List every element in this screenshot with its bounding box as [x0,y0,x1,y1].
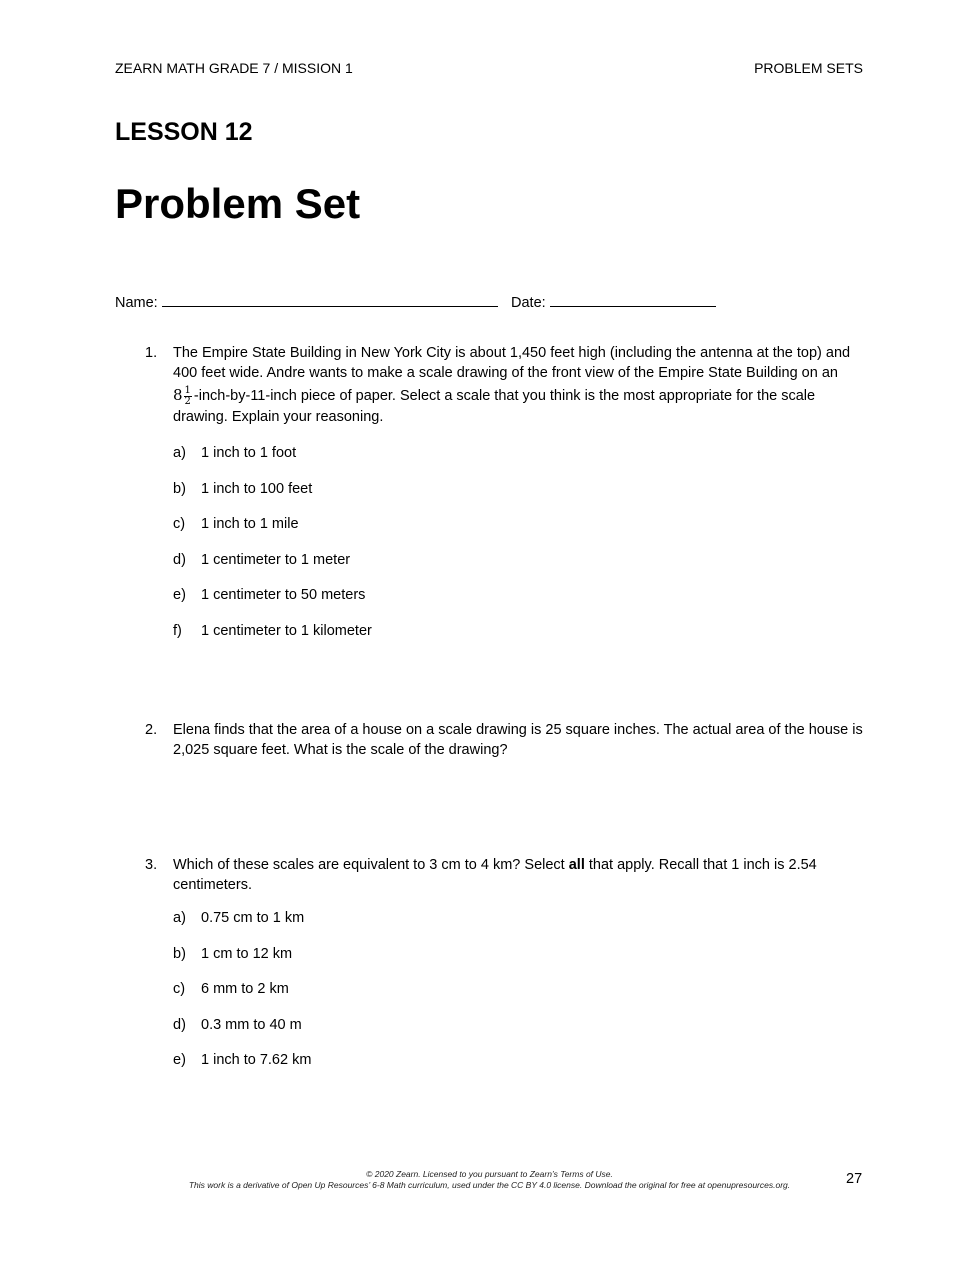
question-1-line-3-text: -inch-by-11-inch piece of paper. Select a scale that you think is the most appropriate for the scale [193,388,816,404]
question-1-line-1: The Empire State Building in New York City is about 1,450 feet high (including the antenna at the top) and [173,345,851,361]
name-label: Name: [115,295,158,311]
header-left: ZEARN MATH GRADE 7 / MISSION 1 [115,60,353,76]
q1-option-text: 1 centimeter to 50 meters [201,587,366,603]
q3-option-letter: a) [173,910,186,926]
question-1-text [173,343,863,427]
question-2-line-2: 2,025 square feet. What is the scale of the drawing? [173,742,508,758]
q3-option-text: 1 cm to 12 km [201,946,293,962]
question-1-number: 1. [145,345,158,361]
question-3-number: 3. [145,857,158,873]
q1-option-letter: b) [173,481,186,497]
mixed-number-whole: 8 [173,386,183,404]
question-1-line-3 [173,385,863,407]
q3-option-text: 6 mm to 2 km [201,981,289,997]
question-2-text [173,720,863,760]
footer [0,1169,979,1191]
question-3-line-2: centimeters. [173,877,252,893]
footer-copyright: © 2020 Zearn. Licensed to you pursuant to Zearn’s Terms of Use. [366,1169,613,1179]
q1-option-text: 1 inch to 1 foot [201,445,297,461]
question-3-text-pre: Which of these scales are equivalent to 3 cm to 4 km? Select [173,857,569,873]
q1-option-letter: e) [173,587,186,603]
q1-option-letter: c) [173,516,186,532]
q3-option-letter: d) [173,1017,186,1033]
fraction-denominator: 2 [184,395,191,407]
question-2-number: 2. [145,722,158,738]
fraction-numerator: 1 [184,384,191,396]
q3-option-text: 0.75 cm to 1 km [201,910,305,926]
page-number: 27 [846,1171,863,1187]
q1-option-letter: a) [173,445,186,461]
lesson-heading: LESSON 12 [115,118,253,146]
q3-option-letter: b) [173,946,186,962]
q3-option-text: 0.3 mm to 40 m [201,1017,302,1033]
page-title: Problem Set [115,180,361,227]
name-line[interactable] [162,292,498,307]
q3-option-letter: c) [173,981,186,997]
q1-option-letter: f) [173,623,182,639]
footer-license: This work is a derivative of Open Up Resources’ 6-8 Math curriculum, used under the CC BY 4.0 license. Download the original for free at openupresources.org. [188,1180,791,1190]
question-1-line-2: 400 feet wide. Andre wants to make a scale drawing of the front view of the Empire State Building on an [173,365,838,381]
q1-option-text: 1 inch to 1 mile [201,516,299,532]
question-2-line-1: Elena finds that the area of a house on a scale drawing is 25 square inches. The actual area of the house is [173,722,863,738]
header-right: PROBLEM SETS [754,60,863,76]
q3-option-text: 1 inch to 7.62 km [201,1052,312,1068]
fraction [184,386,192,407]
question-3-text [173,855,863,895]
date-line[interactable] [550,292,716,307]
question-1-line-4: drawing. Explain your reasoning. [173,408,384,425]
q1-option-text: 1 inch to 100 feet [201,481,313,497]
date-label: Date: [511,295,546,311]
name-field[interactable] [115,292,498,311]
q1-option-text: 1 centimeter to 1 meter [201,552,351,568]
q1-option-text: 1 centimeter to 1 kilometer [201,623,372,639]
q3-option-letter: e) [173,1052,186,1068]
q1-option-letter: d) [173,552,186,568]
question-3-line-1 [173,855,863,875]
date-field[interactable] [511,292,716,311]
question-3-text-bold: all [568,857,585,873]
question-3-text-post: that apply. Recall that 1 inch is 2.54 [584,857,817,873]
